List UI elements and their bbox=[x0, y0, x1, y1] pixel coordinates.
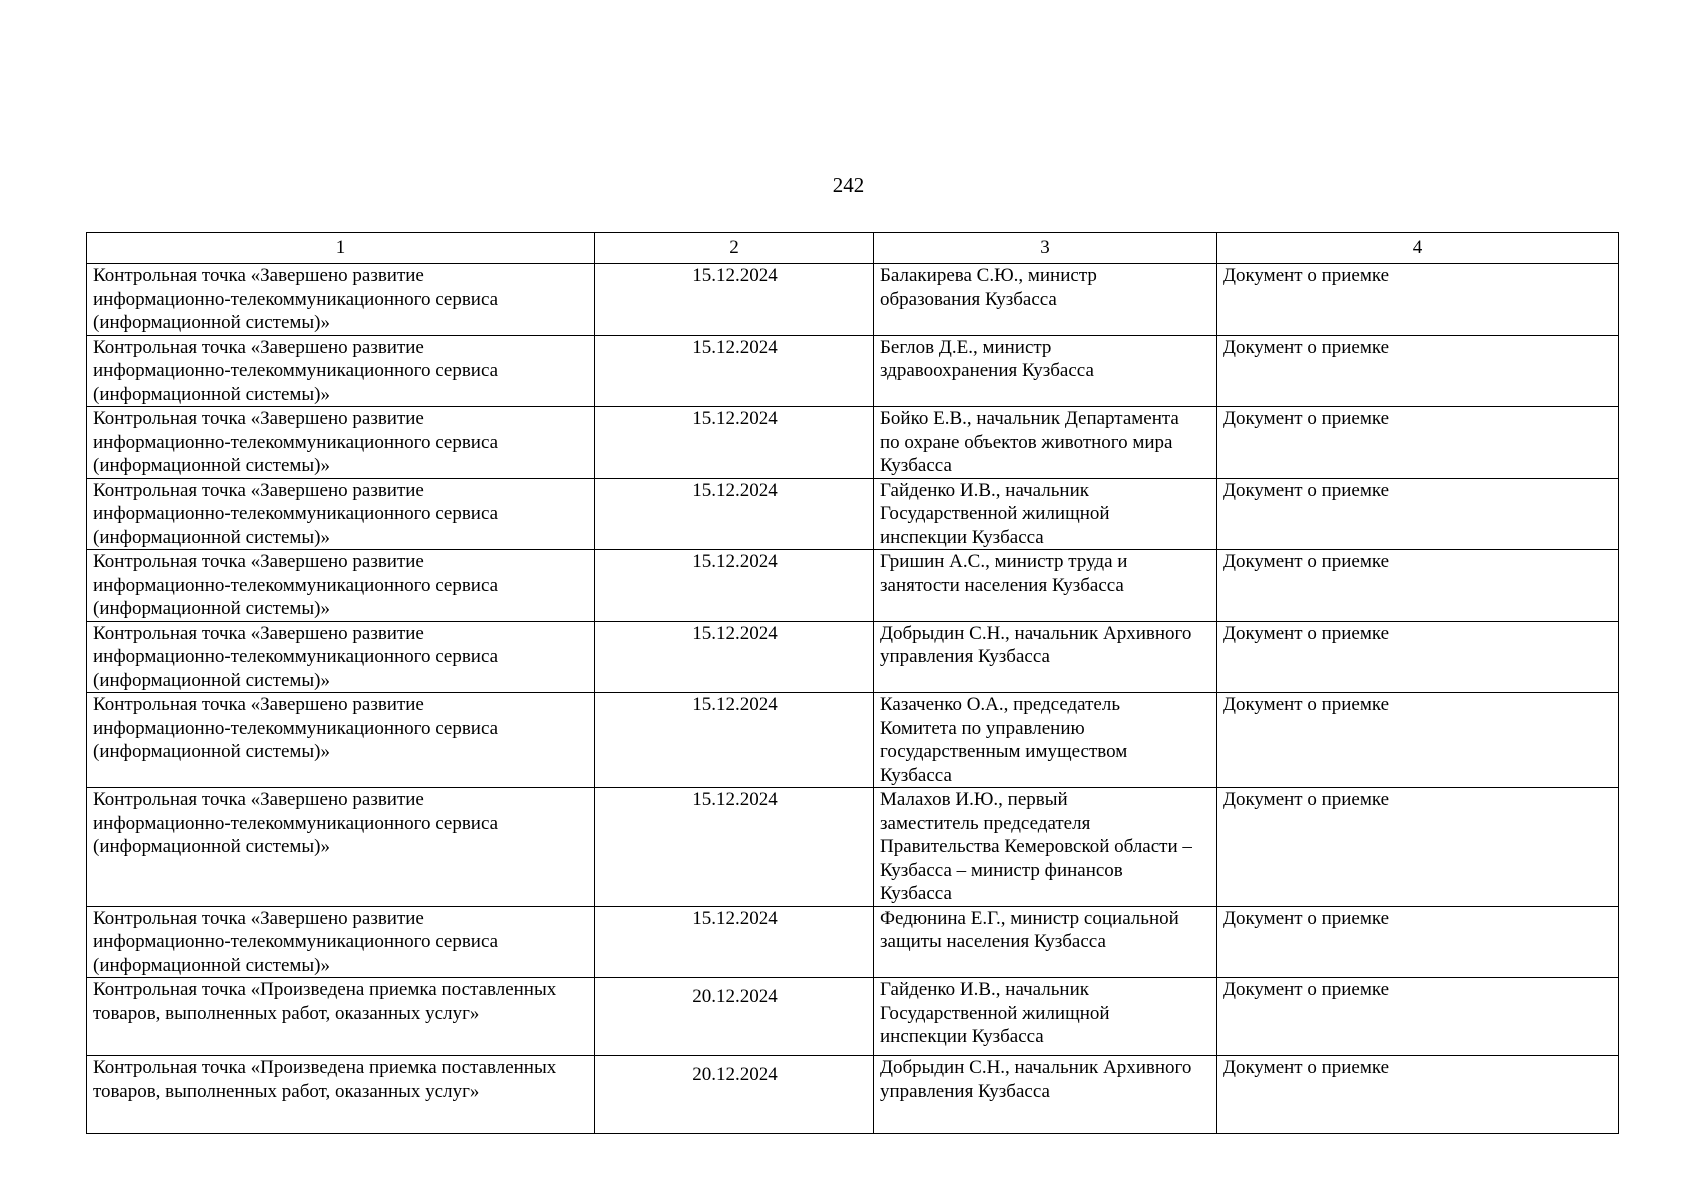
table-row bbox=[87, 478, 1619, 550]
date-cell: 15.12.2024 bbox=[595, 478, 874, 550]
document-cell: Документ о приемке bbox=[1217, 478, 1619, 550]
responsible-cell: Добрыдин С.Н., начальник Архивного управления Кузбасса bbox=[874, 621, 1217, 693]
date-cell: 15.12.2024 bbox=[595, 335, 874, 407]
event-cell: Контрольная точка «Завершено развитие информационно-телекоммуникационного сервиса (информационной системы)» bbox=[87, 788, 595, 907]
table-row bbox=[87, 550, 1619, 622]
event-cell: Контрольная точка «Завершено развитие информационно-телекоммуникационного сервиса (информационной системы)» bbox=[87, 550, 595, 622]
responsible-cell: Федюнина Е.Г., министр социальной защиты населения Кузбасса bbox=[874, 906, 1217, 978]
column-header-1: 1 bbox=[87, 233, 595, 264]
document-cell: Документ о приемке bbox=[1217, 550, 1619, 622]
document-cell: Документ о приемке bbox=[1217, 978, 1619, 1056]
event-cell: Контрольная точка «Завершено развитие информационно-телекоммуникационного сервиса (информационной системы)» bbox=[87, 478, 595, 550]
responsible-cell: Гайденко И.В., начальник Государственной жилищной инспекции Кузбасса bbox=[874, 478, 1217, 550]
date-cell: 15.12.2024 bbox=[595, 788, 874, 907]
responsible-cell: Малахов И.Ю., первый заместитель председателя Правительства Кемеровской области – Кузбасса – министр финансов Кузбасса bbox=[874, 788, 1217, 907]
table-row bbox=[87, 1056, 1619, 1134]
date-cell: 15.12.2024 bbox=[595, 621, 874, 693]
document-cell: Документ о приемке bbox=[1217, 621, 1619, 693]
table-row bbox=[87, 621, 1619, 693]
table-row bbox=[87, 335, 1619, 407]
event-cell: Контрольная точка «Завершено развитие информационно-телекоммуникационного сервиса (информационной системы)» bbox=[87, 264, 595, 336]
table-header-row bbox=[87, 233, 1619, 264]
table-row bbox=[87, 264, 1619, 336]
event-cell: Контрольная точка «Завершено развитие информационно-телекоммуникационного сервиса (информационной системы)» bbox=[87, 693, 595, 788]
document-cell: Документ о приемке bbox=[1217, 335, 1619, 407]
document-cell: Документ о приемке bbox=[1217, 693, 1619, 788]
table-row bbox=[87, 906, 1619, 978]
event-cell: Контрольная точка «Произведена приемка поставленных товаров, выполненных работ, оказанных услуг» bbox=[87, 978, 595, 1056]
date-cell: 15.12.2024 bbox=[595, 407, 874, 479]
date-cell: 15.12.2024 bbox=[595, 906, 874, 978]
date-cell: 15.12.2024 bbox=[595, 550, 874, 622]
event-cell: Контрольная точка «Завершено развитие информационно-телекоммуникационного сервиса (информационной системы)» bbox=[87, 621, 595, 693]
responsible-cell: Балакирева С.Ю., министр образования Кузбасса bbox=[874, 264, 1217, 336]
responsible-cell: Гришин А.С., министр труда и занятости населения Кузбасса bbox=[874, 550, 1217, 622]
event-cell: Контрольная точка «Завершено развитие информационно-телекоммуникационного сервиса (информационной системы)» bbox=[87, 906, 595, 978]
responsible-cell: Казаченко О.А., председатель Комитета по управлению государственным имуществом Кузбасса bbox=[874, 693, 1217, 788]
date-cell: 20.12.2024 bbox=[595, 1056, 874, 1134]
control-points-table bbox=[86, 232, 1619, 1134]
document-cell: Документ о приемке bbox=[1217, 264, 1619, 336]
responsible-cell: Гайденко И.В., начальник Государственной жилищной инспекции Кузбасса bbox=[874, 978, 1217, 1056]
date-cell: 15.12.2024 bbox=[595, 264, 874, 336]
column-header-4: 4 bbox=[1217, 233, 1619, 264]
table-row bbox=[87, 693, 1619, 788]
document-cell: Документ о приемке bbox=[1217, 906, 1619, 978]
document-cell: Документ о приемке bbox=[1217, 788, 1619, 907]
document-cell: Документ о приемке bbox=[1217, 407, 1619, 479]
table-row bbox=[87, 978, 1619, 1056]
event-cell: Контрольная точка «Завершено развитие информационно-телекоммуникационного сервиса (информационной системы)» bbox=[87, 335, 595, 407]
date-cell: 15.12.2024 bbox=[595, 693, 874, 788]
page-number: 242 bbox=[832, 173, 865, 197]
table-row bbox=[87, 407, 1619, 479]
column-header-3: 3 bbox=[874, 233, 1217, 264]
event-cell: Контрольная точка «Завершено развитие информационно-телекоммуникационного сервиса (информационной системы)» bbox=[87, 407, 595, 479]
responsible-cell: Бойко Е.В., начальник Департамента по охране объектов животного мира Кузбасса bbox=[874, 407, 1217, 479]
responsible-cell: Беглов Д.Е., министр здравоохранения Кузбасса bbox=[874, 335, 1217, 407]
column-header-2: 2 bbox=[595, 233, 874, 264]
responsible-cell: Добрыдин С.Н., начальник Архивного управления Кузбасса bbox=[874, 1056, 1217, 1134]
event-cell: Контрольная точка «Произведена приемка поставленных товаров, выполненных работ, оказанных услуг» bbox=[87, 1056, 595, 1134]
date-cell: 20.12.2024 bbox=[595, 978, 874, 1056]
document-cell: Документ о приемке bbox=[1217, 1056, 1619, 1134]
table-row bbox=[87, 788, 1619, 907]
